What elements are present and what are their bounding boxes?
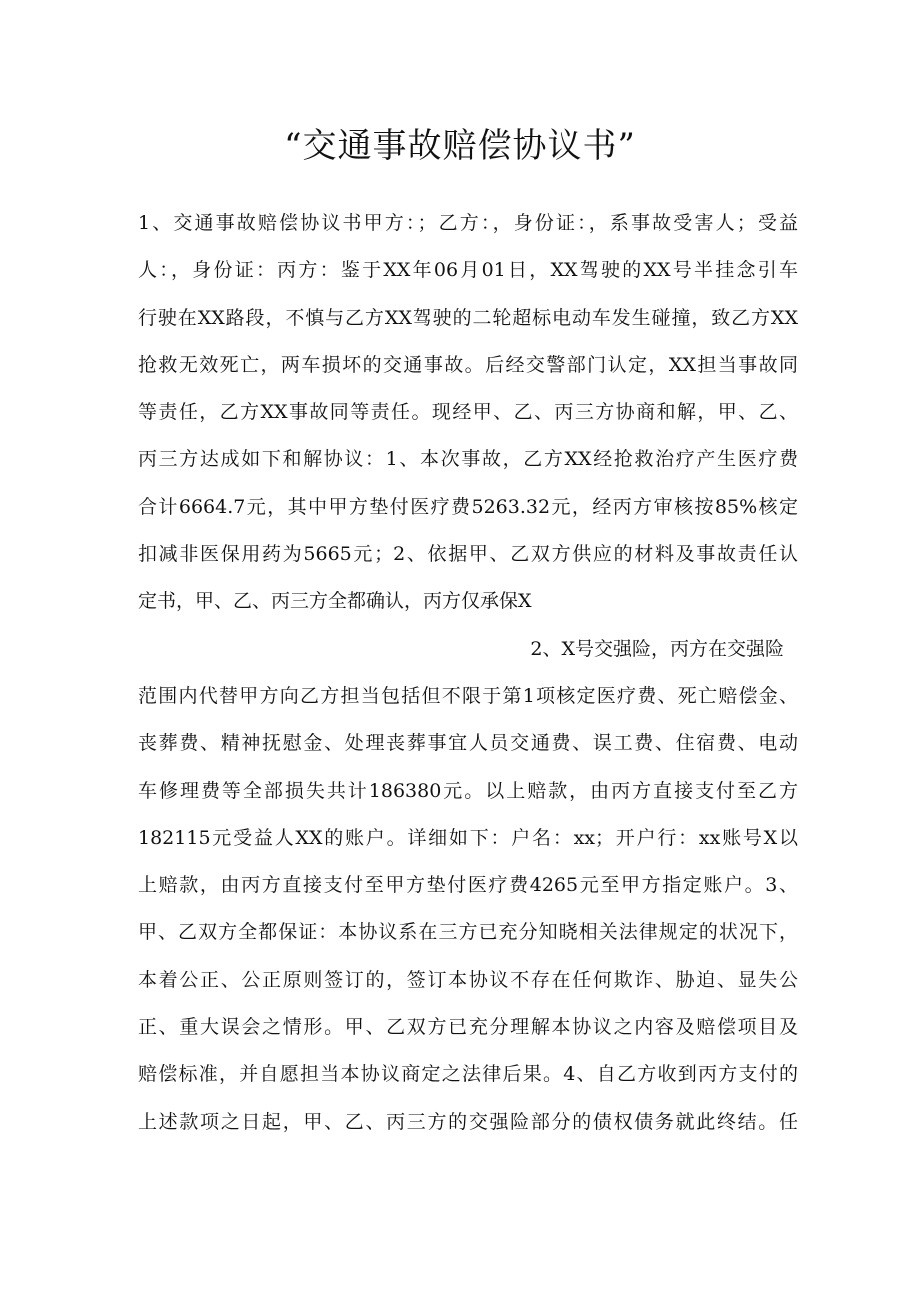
body-line: 人：，身份证：丙方：鉴于XX年06月01日，XX驾驶的XX号半挂念引车 (138, 259, 798, 282)
agreement-body (138, 200, 798, 1146)
body-line: 正、重大误会之情形。甲、乙双方已充分理解本协议之内容及赔偿项目及 (138, 1016, 798, 1039)
body-line: 车修理费等全部损失共计186380元。以上赔款，由丙方直接支付至乙方 (138, 779, 798, 802)
body-line: 本着公正、公正原则签订的，签订本协议不存在任何欺诈、胁迫、显失公 (138, 968, 798, 991)
body-line-right-aligned: 2、X号交强险，丙方在交强险 (530, 637, 784, 660)
body-line: 上述款项之日起，甲、乙、丙三方的交强险部分的债权债务就此终结。任 (138, 1110, 798, 1133)
body-line: 赔偿标准，并自愿担当本协议商定之法律后果。4、自乙方收到丙方支付的 (138, 1063, 798, 1086)
body-line: 等责任，乙方XX事故同等责任。现经甲、乙、丙三方协商和解，甲、乙、 (138, 401, 798, 424)
body-line: 范围内代替甲方向乙方担当包括但不限于第1项核定医疗费、死亡赔偿金、 (138, 684, 798, 707)
body-line: 丙三方达成如下和解协议：1、本次事故，乙方XX经抢救治疗产生医疗费 (138, 448, 798, 471)
body-line: 1、交通事故赔偿协议书甲方：；乙方：，身份证：，系事故受害人；受益 (138, 212, 798, 234)
body-line: 甲、乙双方全都保证：本协议系在三方已充分知晓相关法律规定的状况下， (138, 921, 798, 944)
body-line: 合计6664.7元，其中甲方垫付医疗费5263.32元，经丙方审核按85%核定 (138, 495, 798, 518)
body-line: 丧葬费、精神抚慰金、处理丧葬事宜人员交通费、误工费、住宿费、电动 (138, 732, 798, 755)
document-title: “交通事故赔偿协议书” (284, 126, 636, 166)
body-line: 抢救无效死亡，两车损坏的交通事故。后经交警部门认定，XX担当事故同 (138, 353, 798, 376)
body-line: 定书，甲、乙、丙三方全都确认，丙方仅承保X (138, 590, 532, 613)
body-line: 上赔款，由丙方直接支付至甲方垫付医疗费4265元至甲方指定账户。3、 (138, 874, 798, 897)
body-line: 扣减非医保用药为5665元；2、依据甲、乙双方供应的材料及事故责任认 (138, 543, 798, 566)
body-line: 行驶在XX路段，不慎与乙方XX驾驶的二轮超标电动车发生碰撞，致乙方XX (138, 306, 798, 329)
body-line: 182115元受益人XX的账户。详细如下：户名：xx；开户行：xx账号X以 (138, 826, 798, 849)
